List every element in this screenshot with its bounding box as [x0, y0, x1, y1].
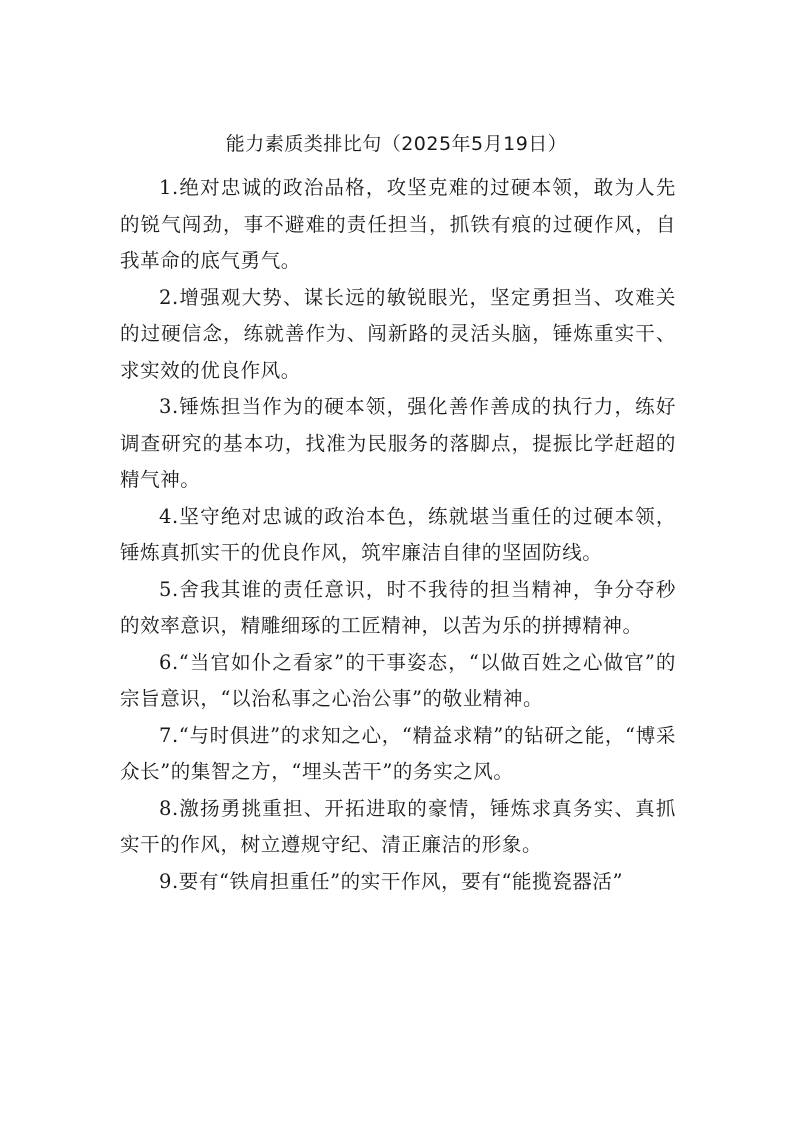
paragraph-8: 8.激扬勇挑重担、开拓进取的豪情，锤炼求真务实、真抓实干的作风，树立遵规守纪、清正廉洁的形象。 [120, 796, 676, 856]
document-body [120, 170, 676, 900]
paragraph-4: 4.坚守绝对忠诚的政治本色，练就堪当重任的过硬本领，锤炼真抓实干的优良作风，筑牢廉洁自律的坚固防线。 [120, 504, 676, 564]
paragraph-3: 3.锤炼担当作为的硬本领，强化善作善成的执行力，练好调查研究的基本功，找准为民服务的落脚点，提振比学赶超的精气神。 [120, 395, 676, 491]
paragraph-1: 1.绝对忠诚的政治品格，攻坚克难的过硬本领，敢为人先的锐气闯劲，事不避难的责任担当，抓铁有痕的过硬作风，自我革命的底气勇气。 [120, 176, 676, 272]
paragraph-2: 2.增强观大势、谋长远的敏锐眼光，坚定勇担当、攻难关的过硬信念，练就善作为、闯新路的灵活头脑，锤炼重实干、求实效的优良作风。 [120, 285, 676, 382]
document-title: 能力素质类排比句（2025年5月19日） [225, 133, 568, 155]
paragraph-7: 7.“与时俱进”的求知之心，“精益求精”的钻研之能，“博采众长”的集智之方，“埋头苦干”的务实之风。 [120, 723, 676, 783]
paragraph-5: 5.舍我其谁的责任意识，时不我待的担当精神，争分夺秒的效率意识，精雕细琢的工匠精神，以苦为乐的拼搏精神。 [120, 577, 676, 637]
paragraph-9: 9.要有“铁肩担重任”的实干作风，要有“能揽瓷器活” [159, 869, 624, 893]
paragraph-6: 6.“当官如仆之看家”的干事姿态，“以做百姓之心做官”的宗旨意识，“以治私事之心治公事”的敬业精神。 [120, 650, 676, 710]
